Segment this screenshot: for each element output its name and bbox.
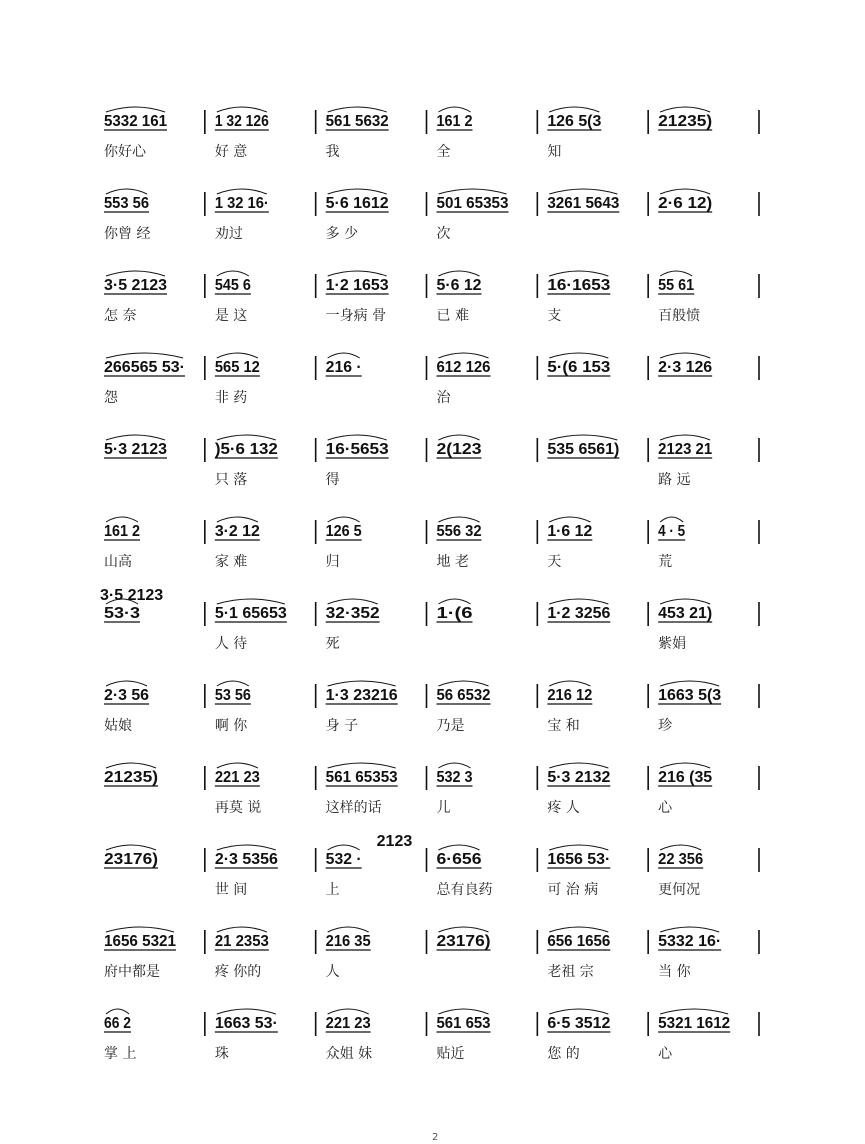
measure-notes: 53 56 [214, 687, 251, 704]
lyric-text: 身 子 [325, 718, 359, 734]
measure-notes: 32·352 [325, 605, 380, 622]
slur [439, 927, 489, 932]
measure-notes: 221 23 [214, 769, 260, 786]
slur [660, 189, 710, 194]
slur [439, 681, 489, 686]
measure-notes: 3·2 12 [214, 523, 260, 540]
staff-system [104, 1009, 759, 1062]
slur [660, 107, 710, 112]
slur [549, 517, 590, 522]
slur [217, 763, 258, 768]
measure-notes: 5332 161 [104, 113, 168, 130]
measure-notes: 1·6 12 [547, 523, 593, 540]
lyric-text: 是 这 [214, 308, 248, 324]
measure-notes: 565 12 [214, 359, 260, 376]
lyric-text: 非 药 [214, 390, 248, 406]
slur [106, 517, 138, 522]
lyric-text: 地 老 [436, 554, 469, 570]
measure-notes: 532 · [325, 851, 362, 868]
measure-notes: 5·6 1612 [325, 195, 389, 212]
slur [549, 189, 617, 194]
lyric-text: 上 [325, 882, 340, 898]
slur [439, 845, 480, 850]
staff-system [104, 833, 759, 898]
slur [106, 271, 165, 276]
staff-system [104, 353, 759, 406]
measure-notes: 1 32 16· [214, 195, 269, 212]
slur [217, 681, 249, 686]
lyric-text: 次 [436, 226, 451, 242]
measure-notes: 1663 5(3 [658, 687, 722, 704]
measure-notes: 22 356 [658, 851, 704, 868]
measure-notes: 53·3 [104, 605, 141, 622]
slur [549, 353, 608, 358]
measure-notes: 5·3 2132 [547, 769, 611, 786]
measure-notes: 2(123 [436, 441, 482, 458]
lyric-text: 家 难 [214, 554, 248, 570]
measure-notes: 1·3 23216 [325, 687, 398, 704]
measure-notes: 1663 53· [214, 1015, 278, 1032]
slur [549, 107, 599, 112]
slur [328, 353, 360, 358]
measure-notes: 5321 1612 [658, 1015, 731, 1032]
measure-notes: 3261 5643 [547, 195, 620, 212]
measure-notes: 532 3 [436, 769, 473, 786]
slur [660, 1009, 728, 1014]
measure-notes: 161 2 [436, 113, 473, 130]
measure-notes: 126 5(3 [547, 113, 602, 130]
staff-system [104, 927, 759, 980]
lyric-text: 掌 上 [104, 1046, 137, 1062]
measure-notes: 1656 53· [547, 851, 611, 868]
measure-notes: 23176) [104, 851, 158, 868]
slur [106, 927, 174, 932]
measure-notes: 1·(6 [436, 605, 473, 622]
staff-system [104, 681, 759, 734]
measure-notes: 216 12 [547, 687, 593, 704]
lyric-text: 这样的话 [325, 800, 382, 816]
slur [439, 189, 507, 194]
lyric-text: 已 难 [436, 308, 469, 324]
slur [106, 1009, 129, 1014]
measure-notes: 1·2 3256 [547, 605, 611, 622]
measure-notes: 5332 16· [658, 933, 722, 950]
slur [549, 1009, 608, 1014]
lyric-text: 全 [436, 144, 451, 160]
lyric-text: 疼 你的 [214, 964, 262, 980]
measure-notes: 453 21) [658, 605, 713, 622]
measure-notes: 6·656 [436, 851, 482, 868]
staff-system [104, 107, 759, 160]
page-number: 2 [432, 1132, 439, 1143]
slur [660, 599, 710, 604]
slur [439, 517, 480, 522]
measure-notes: 266565 53· [104, 359, 185, 376]
slur [106, 353, 183, 358]
slur [217, 353, 258, 358]
measure-notes: 21235) [104, 769, 158, 786]
staff-system [104, 271, 759, 324]
measure-notes: 66 2 [104, 1015, 132, 1032]
lyric-text: 荒 [658, 554, 673, 570]
lyric-text: 疼 人 [547, 800, 580, 816]
slur [660, 927, 719, 932]
measure-notes: 1656 5321 [104, 933, 177, 950]
slur [106, 107, 165, 112]
lyric-text: 姑娘 [104, 718, 132, 734]
slur [549, 927, 608, 932]
slur [328, 435, 387, 440]
alternate-passage: 2123 [376, 833, 413, 850]
measure-notes: 216 35 [325, 933, 371, 950]
lyric-text: 百般愤 [658, 308, 701, 324]
lyric-text: 治 [436, 390, 451, 406]
measure-notes: 2123 21 [658, 441, 713, 458]
slur [328, 271, 387, 276]
slur [328, 927, 369, 932]
lyric-text: 归 [325, 554, 340, 570]
measure-notes: )5·6 132 [214, 441, 278, 458]
lyric-text: 更何况 [658, 882, 701, 898]
lyric-text: 只 落 [214, 472, 248, 488]
measure-notes: 216 (35 [658, 769, 713, 786]
slur [217, 845, 276, 850]
slur [328, 189, 387, 194]
lyric-text: 多 少 [325, 226, 359, 242]
lyric-text: 天 [547, 554, 562, 570]
slur [660, 271, 692, 276]
lyric-text: 珍 [658, 718, 673, 734]
slur [439, 763, 471, 768]
score-systems [100, 107, 759, 1062]
lyric-text: 劝过 [214, 226, 243, 242]
measure-notes: 6·5 3512 [547, 1015, 611, 1032]
slur [439, 435, 480, 440]
lyric-text: 紫娟 [658, 636, 687, 652]
lyric-text: 您 的 [547, 1046, 580, 1062]
measure-notes: 5·1 65653 [214, 605, 287, 622]
slur [439, 107, 471, 112]
slur [328, 517, 360, 522]
lyric-text: 老祖 宗 [547, 964, 594, 980]
measure-notes: 21 2353 [214, 933, 269, 950]
staff-system [104, 763, 759, 816]
slur [549, 845, 608, 850]
slur [660, 517, 683, 522]
lyric-text: 总有良药 [436, 882, 493, 898]
slur [217, 599, 285, 604]
staff-system [104, 435, 759, 488]
slur [328, 1009, 369, 1014]
lyric-text: 知 [547, 144, 562, 160]
staff-system [104, 189, 759, 242]
slur [549, 681, 590, 686]
measure-notes: 5·6 12 [436, 277, 482, 294]
slur [660, 763, 710, 768]
lyric-text: 宝 和 [547, 718, 580, 734]
lyric-text: 你曾 经 [104, 226, 151, 242]
lyric-text: 你好心 [104, 144, 146, 160]
slur [106, 681, 147, 686]
lyric-text: 死 [325, 636, 340, 652]
measure-notes: 5·(6 153 [547, 359, 611, 376]
measure-notes: 535 6561) [547, 441, 620, 458]
measure-notes: 2·3 5356 [214, 851, 278, 868]
lyric-text: 啊 你 [214, 718, 248, 734]
lyric-text: 怨 [104, 390, 118, 406]
slur [106, 845, 156, 850]
slur [106, 763, 156, 768]
lyric-text: 贴近 [436, 1046, 465, 1062]
measure-notes: 1·2 1653 [325, 277, 389, 294]
lyric-text: 好 意 [214, 144, 248, 160]
slur [549, 763, 608, 768]
measure-notes: 4 · 5 [658, 523, 686, 540]
measure-notes: 2·6 12) [658, 195, 713, 212]
lyric-text: 山高 [104, 554, 132, 570]
lyric-text: 心 [658, 1046, 673, 1062]
slur [217, 189, 267, 194]
slur [439, 599, 471, 604]
measure-notes: 1 32 126 [214, 113, 269, 130]
measure-notes: 2·3 126 [658, 359, 713, 376]
slur [328, 681, 396, 686]
measure-notes: 221 23 [325, 1015, 371, 1032]
slur [217, 271, 249, 276]
slur [439, 271, 480, 276]
lyric-text: 支 [547, 308, 562, 324]
slur [217, 517, 258, 522]
slur [217, 435, 276, 440]
measure-notes: 126 5 [325, 523, 362, 540]
slur [328, 599, 378, 604]
measure-notes: 56 6532 [436, 687, 491, 704]
measure-notes: 161 2 [104, 523, 141, 540]
measure-notes: 553 56 [104, 195, 150, 212]
slur [106, 189, 147, 194]
measure-notes: 23176) [436, 933, 491, 950]
measure-notes: 545 6 [214, 277, 251, 294]
lyric-text: 路 远 [658, 472, 691, 488]
slur [549, 271, 608, 276]
measure-notes: 216 · [325, 359, 362, 376]
slur [328, 107, 387, 112]
lyric-text: 儿 [436, 800, 451, 816]
lyric-text: 我 [325, 144, 340, 160]
slur [217, 1009, 276, 1014]
lyric-text: 当 你 [658, 964, 691, 980]
measure-notes: 16·1653 [547, 277, 611, 294]
lyric-text: 可 治 病 [547, 882, 599, 898]
slur [328, 845, 360, 850]
measure-notes: 21235) [658, 113, 713, 130]
staff-system [100, 587, 759, 652]
slur [549, 435, 617, 440]
slur [660, 435, 710, 440]
alternate-passage: 3·5 2123 [100, 587, 164, 604]
measure-notes: 55 61 [658, 277, 695, 294]
slur [106, 435, 165, 440]
lyric-text: 得 [325, 472, 340, 488]
lyric-text: 乃是 [436, 718, 465, 734]
slur [217, 927, 267, 932]
staff-system [104, 517, 759, 570]
lyric-text: 世 间 [214, 882, 248, 898]
slur [549, 599, 608, 604]
measure-notes: 612 126 [436, 359, 491, 376]
measure-notes: 501 65353 [436, 195, 509, 212]
measure-notes: 656 1656 [547, 933, 611, 950]
measure-notes: 561 65353 [325, 769, 398, 786]
slur [660, 845, 701, 850]
slur [439, 353, 489, 358]
measure-notes: 2·3 56 [104, 687, 150, 704]
slur [328, 763, 396, 768]
measure-notes: 5·3 2123 [104, 441, 168, 458]
lyric-text: 珠 [214, 1046, 229, 1062]
lyric-text: 众姐 妹 [325, 1046, 373, 1062]
measure-notes: 556 32 [436, 523, 482, 540]
lyric-text: 怎 奈 [104, 308, 137, 324]
measure-notes: 561 5632 [325, 113, 389, 130]
lyric-text: 一身病 骨 [325, 308, 387, 324]
lyric-text: 再莫 说 [214, 800, 262, 816]
measure-notes: 16·5653 [325, 441, 389, 458]
slur [439, 1009, 489, 1014]
measure-notes: 561 653 [436, 1015, 491, 1032]
lyric-text: 人 [325, 964, 340, 980]
lyric-text: 人 待 [214, 636, 248, 652]
lyric-text: 心 [658, 800, 673, 816]
slur [217, 107, 267, 112]
measure-notes: 3·5 2123 [104, 277, 168, 294]
slur [660, 353, 710, 358]
slur [660, 681, 719, 686]
lyric-text: 府中都是 [104, 964, 160, 980]
